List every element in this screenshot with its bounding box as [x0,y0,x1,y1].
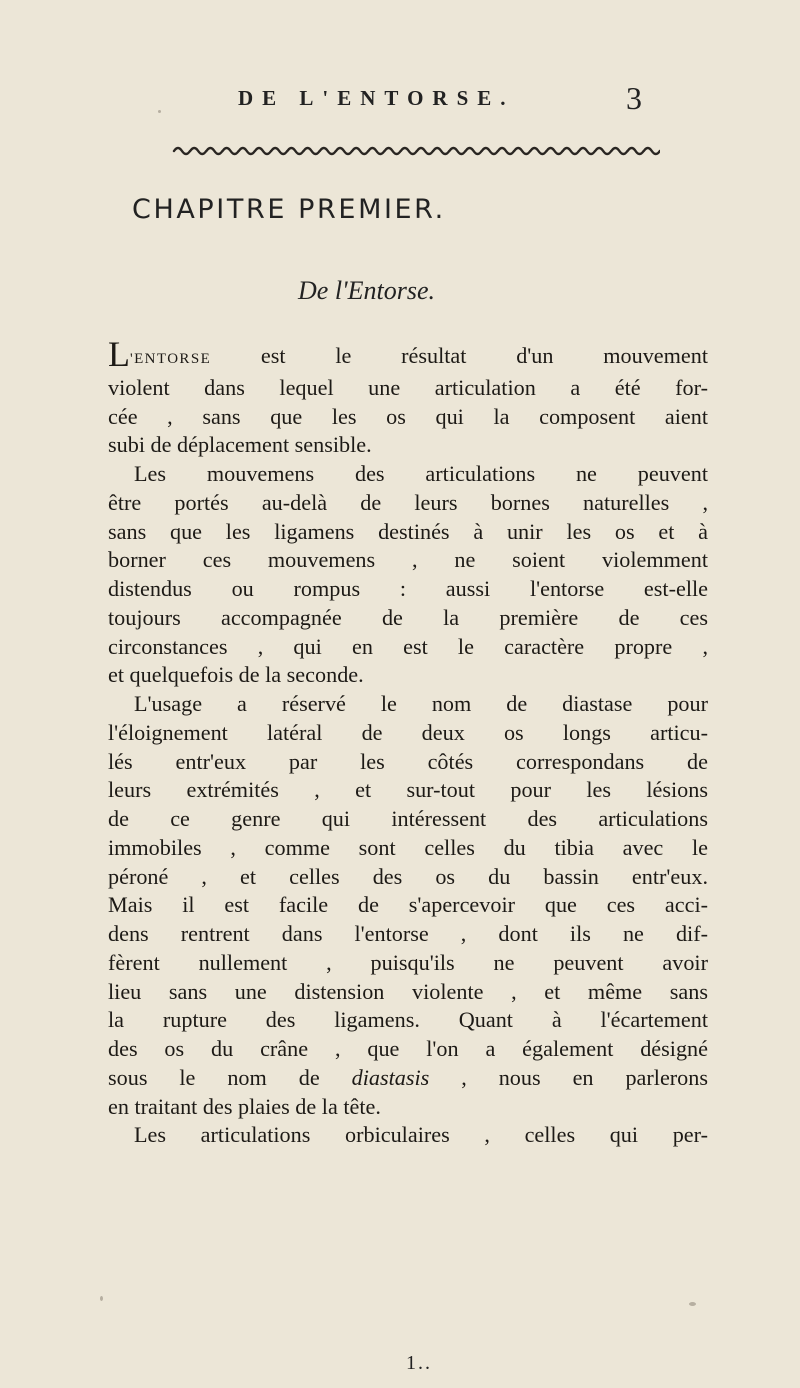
text-line: lés entr'eux par les côtés correspondans de [108,748,708,774]
text-line: être portés au-delà de leurs bornes naturelles , [108,489,708,515]
text-line: l'éloignement latéral de deux os longs articu- [108,719,708,745]
text-line: immobiles , comme sont celles du tibia avec le [108,834,708,860]
text-line: circonstances , qui en est le caractère propre , [108,633,708,659]
drop-cap: L [108,334,130,374]
text-line: violent dans lequel une articulation a été for- [108,374,708,400]
text-line: fèrent nullement , puisqu'ils ne peuvent avoir [108,949,708,975]
text-line: Mais il est facile de s'apercevoir que ces acci- [108,892,708,918]
text-line: sans que les ligamens destinés à unir les os et à [108,518,708,544]
text-line [108,1064,708,1093]
text-fragment: est le résultat d'un mouvement [211,343,708,368]
text-line: de ce genre qui intéressent des articulations [108,806,708,831]
text-line: des os du crâne , que l'on a également désigné [108,1036,708,1061]
text-line: leurs extrémités , et sur-tout pour les lésions [108,777,708,803]
text-line: subi de déplacement sensible. [108,432,372,458]
text-line: L'usage a réservé le nom de diastase pour [134,691,708,716]
paper-speck [158,110,161,113]
text-line: cée , sans que les os qui la composent aient [108,403,708,429]
text-line: la rupture des ligamens. Quant à l'écartement [108,1007,708,1033]
ornament-rule [172,142,660,160]
text-line: en traitant des plaies de la tête. [108,1093,381,1119]
chapter-title: CHAPITRE PREMIER. [132,194,446,225]
text-line: Les articulations orbiculaires , celles qui per- [134,1122,708,1148]
paper-speck [689,1302,696,1306]
text-line: distendus ou rompus : aussi l'entorse est-elle [108,576,708,601]
text-fragment: , nous en parlerons [429,1064,708,1090]
text-fragment: sous le nom de [108,1064,352,1090]
paper-speck [100,1296,103,1301]
text-line: et quelquefois de la seconde. [108,662,364,688]
text-line: borner ces mouvemens , ne soient violemment [108,547,708,573]
section-title: De l'Entorse. [298,276,435,305]
text-line [108,334,708,374]
page-number: 3 [626,80,642,116]
text-line: lieu sans une distension violente , et même sans [108,978,708,1004]
text-line: toujours accompagnée de la première de ces [108,604,708,630]
text-line: péroné , et celles des os du bassin entr'eux. [108,863,708,889]
small-caps-word: 'ENTORSE [130,351,212,367]
body-text [108,334,708,1150]
text-line: Les mouvemens des articulations ne peuvent [134,461,708,486]
italic-term: diastasis [351,1064,430,1090]
running-title: DE L'ENTORSE. [238,86,515,110]
signature-mark: 1.. [406,1352,432,1374]
text-line: dens rentrent dans l'entorse , dont ils ne dif- [108,921,708,946]
